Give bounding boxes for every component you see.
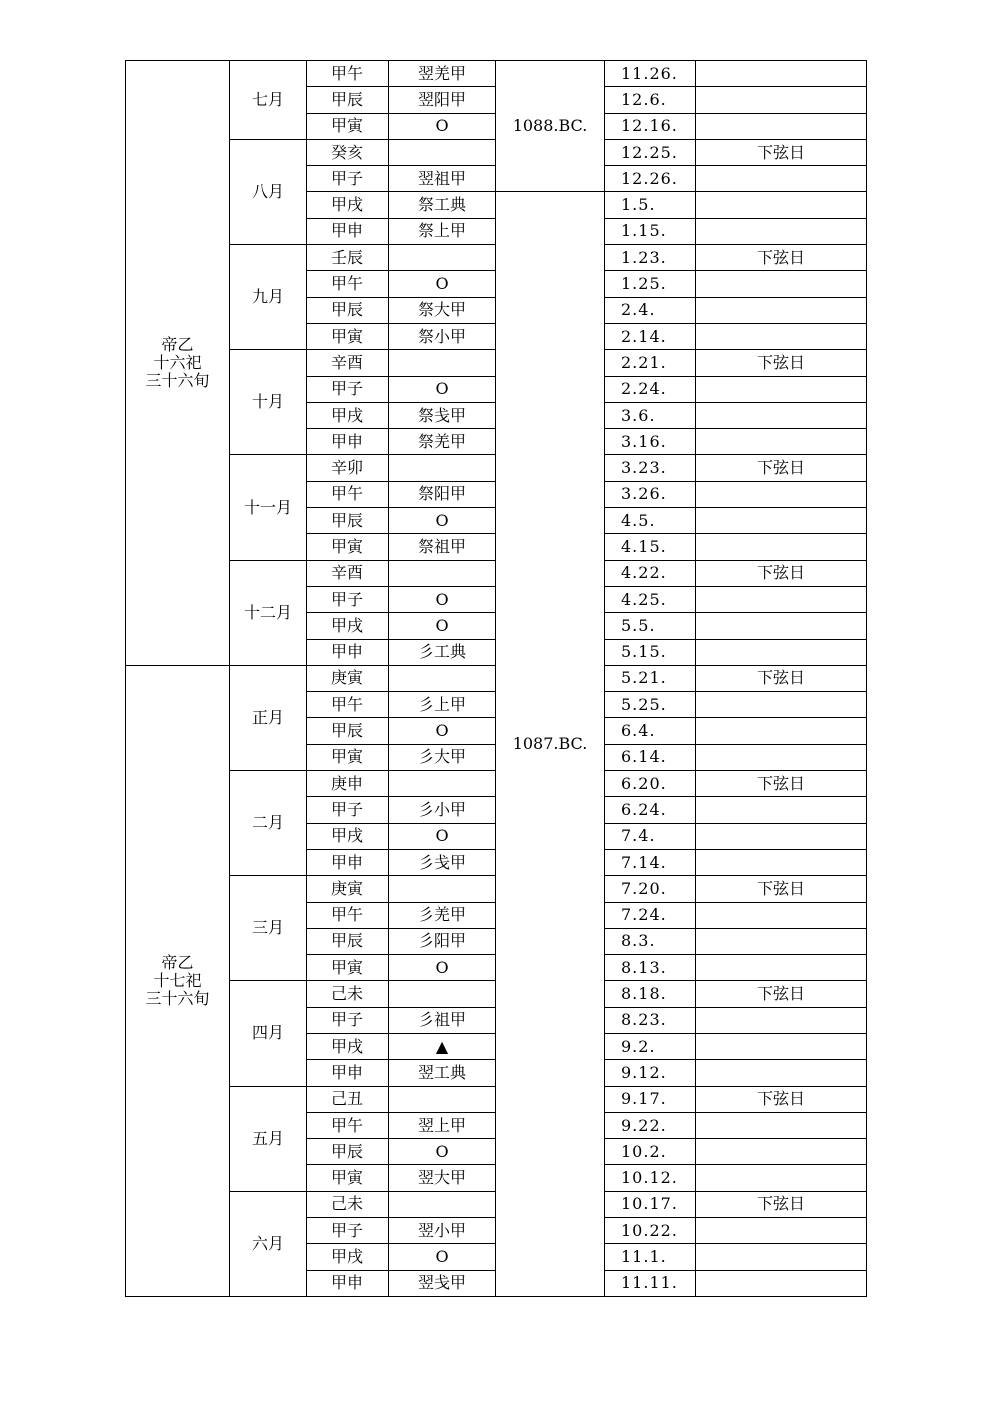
ritual-cell: 彡戋甲 [389,849,496,875]
ganzhi-cell: 甲辰 [307,1139,389,1165]
ritual-cell: 祭阳甲 [389,481,496,507]
date-cell: 6.4. [605,718,696,744]
reign-line: 三十六旬 [145,370,210,390]
ganzhi-cell: 甲子 [307,1007,389,1033]
ritual-cell: O [389,613,496,639]
note-cell [696,1112,867,1138]
ritual-cell: 祭戋甲 [389,402,496,428]
ganzhi-cell: 甲申 [307,639,389,665]
ganzhi-cell: 甲申 [307,1270,389,1296]
note-cell: 下弦日 [696,981,867,1007]
ganzhi-cell: 甲辰 [307,87,389,113]
ganzhi-cell: 辛酉 [307,560,389,586]
table-row [126,61,867,87]
reign-cell [126,61,230,666]
month-cell: 九月 [230,245,307,350]
ganzhi-cell: 甲申 [307,429,389,455]
note-cell [696,166,867,192]
calendar-body [126,61,867,1297]
ganzhi-cell: 甲子 [307,797,389,823]
note-cell [696,823,867,849]
date-cell: 10.17. [605,1191,696,1217]
ganzhi-cell: 甲寅 [307,113,389,139]
ritual-cell [389,350,496,376]
ritual-cell: 翌大甲 [389,1165,496,1191]
ritual-cell: O [389,823,496,849]
date-cell: 11.11. [605,1270,696,1296]
ganzhi-cell: 甲戌 [307,823,389,849]
note-cell [696,1033,867,1059]
date-cell: 12.6. [605,87,696,113]
ritual-cell: 祭羌甲 [389,429,496,455]
ritual-cell: 翌羌甲 [389,61,496,87]
ritual-cell: 祭上甲 [389,218,496,244]
note-cell [696,113,867,139]
ritual-cell: O [389,271,496,297]
date-cell: 7.4. [605,823,696,849]
ritual-cell [389,139,496,165]
ganzhi-cell: 甲寅 [307,744,389,770]
note-cell [696,508,867,534]
ganzhi-cell: 甲寅 [307,1165,389,1191]
note-cell: 下弦日 [696,139,867,165]
ritual-cell [389,771,496,797]
note-cell [696,692,867,718]
ritual-cell: 翌阳甲 [389,87,496,113]
ganzhi-cell: 甲辰 [307,297,389,323]
ganzhi-cell: 甲戌 [307,613,389,639]
month-cell: 八月 [230,139,307,244]
ganzhi-cell: 甲戌 [307,1244,389,1270]
month-cell: 三月 [230,876,307,981]
date-cell: 9.22. [605,1112,696,1138]
note-cell: 下弦日 [696,1191,867,1217]
date-cell: 12.25. [605,139,696,165]
ritual-cell [389,1086,496,1112]
note-cell [696,849,867,875]
note-cell [696,1244,867,1270]
note-cell [696,955,867,981]
ritual-cell: 彡上甲 [389,692,496,718]
year-cell: 1088.BC. [496,61,605,192]
note-cell [696,376,867,402]
note-cell: 下弦日 [696,876,867,902]
date-cell: 4.15. [605,534,696,560]
reign-line: 帝乙 [161,952,194,972]
month-cell: 四月 [230,981,307,1086]
date-cell: 4.25. [605,586,696,612]
reign-line: 三十六旬 [145,988,210,1008]
ganzhi-cell: 甲子 [307,376,389,402]
ganzhi-cell: 庚寅 [307,665,389,691]
date-cell: 5.15. [605,639,696,665]
date-cell: 3.26. [605,481,696,507]
ritual-cell: 翌戋甲 [389,1270,496,1296]
ritual-cell: O [389,376,496,402]
date-cell: 11.1. [605,1244,696,1270]
date-cell: 7.24. [605,902,696,928]
ritual-cell: 祭工典 [389,192,496,218]
ganzhi-cell: 甲午 [307,61,389,87]
ganzhi-cell: 甲寅 [307,323,389,349]
ritual-cell [389,1191,496,1217]
date-cell: 2.21. [605,350,696,376]
note-cell [696,1165,867,1191]
date-cell: 5.21. [605,665,696,691]
ritual-cell: O [389,508,496,534]
note-cell [696,297,867,323]
note-cell [696,534,867,560]
note-cell [696,718,867,744]
note-cell [696,586,867,612]
note-cell: 下弦日 [696,455,867,481]
date-cell: 9.12. [605,1060,696,1086]
ritual-cell: O [389,1244,496,1270]
date-cell: 12.16. [605,113,696,139]
ritual-cell: 祭祖甲 [389,534,496,560]
note-cell: 下弦日 [696,1086,867,1112]
ganzhi-cell: 甲申 [307,218,389,244]
ganzhi-cell: 甲子 [307,166,389,192]
ganzhi-cell: 甲戌 [307,192,389,218]
note-cell: 下弦日 [696,560,867,586]
note-cell [696,1139,867,1165]
ritual-cell [389,245,496,271]
ganzhi-cell: 甲午 [307,902,389,928]
note-cell [696,1060,867,1086]
note-cell [696,61,867,87]
date-cell: 5.25. [605,692,696,718]
date-cell: 6.14. [605,744,696,770]
ritual-cell: 彡祖甲 [389,1007,496,1033]
ganzhi-cell: 甲辰 [307,508,389,534]
ganzhi-cell: 甲申 [307,1060,389,1086]
date-cell: 9.2. [605,1033,696,1059]
note-cell [696,613,867,639]
date-cell: 6.20. [605,771,696,797]
ritual-cell: 翌上甲 [389,1112,496,1138]
ganzhi-cell: 甲子 [307,1218,389,1244]
ritual-cell [389,981,496,1007]
date-cell: 12.26. [605,166,696,192]
reign-cell [126,665,230,1296]
ritual-cell: 彡工典 [389,639,496,665]
ganzhi-cell: 甲午 [307,481,389,507]
ritual-cell: ▲ [389,1033,496,1059]
date-cell: 2.14. [605,323,696,349]
ganzhi-cell: 己丑 [307,1086,389,1112]
ganzhi-cell: 己未 [307,1191,389,1217]
ganzhi-cell: 壬辰 [307,245,389,271]
ganzhi-cell: 庚寅 [307,876,389,902]
note-cell [696,481,867,507]
note-cell [696,218,867,244]
date-cell: 2.24. [605,376,696,402]
ganzhi-cell: 甲午 [307,271,389,297]
note-cell [696,87,867,113]
month-cell: 正月 [230,665,307,770]
note-cell [696,928,867,954]
note-cell [696,1270,867,1296]
ritual-cell: 翌小甲 [389,1218,496,1244]
reign-line: 十六祀 [153,352,202,372]
month-cell: 十月 [230,350,307,455]
date-cell: 9.17. [605,1086,696,1112]
ganzhi-cell: 甲午 [307,1112,389,1138]
ritual-cell: O [389,113,496,139]
note-cell: 下弦日 [696,350,867,376]
note-cell [696,402,867,428]
date-cell: 1.5. [605,192,696,218]
note-cell [696,1218,867,1244]
ganzhi-cell: 辛卯 [307,455,389,481]
ritual-cell [389,876,496,902]
date-cell: 7.20. [605,876,696,902]
date-cell: 1.15. [605,218,696,244]
date-cell: 10.22. [605,1218,696,1244]
ritual-cell: O [389,718,496,744]
month-cell: 七月 [230,61,307,140]
date-cell: 11.26. [605,61,696,87]
date-cell: 4.5. [605,508,696,534]
note-cell [696,744,867,770]
ritual-cell: 祭大甲 [389,297,496,323]
ritual-cell [389,560,496,586]
ganzhi-cell: 甲戌 [307,402,389,428]
note-cell [696,639,867,665]
ganzhi-cell: 甲寅 [307,955,389,981]
ritual-cell: O [389,586,496,612]
ritual-cell: 祭小甲 [389,323,496,349]
note-cell [696,902,867,928]
ritual-cell: 翌工典 [389,1060,496,1086]
ritual-cell: 彡羌甲 [389,902,496,928]
ganzhi-cell: 庚申 [307,771,389,797]
date-cell: 3.16. [605,429,696,455]
month-cell: 十一月 [230,455,307,560]
ritual-cell: 彡阳甲 [389,928,496,954]
ritual-cell: 彡小甲 [389,797,496,823]
month-cell: 二月 [230,771,307,876]
reign-line: 帝乙 [161,334,194,354]
ritual-cell: 彡大甲 [389,744,496,770]
note-cell: 下弦日 [696,245,867,271]
ganzhi-cell: 甲辰 [307,718,389,744]
date-cell: 3.23. [605,455,696,481]
note-cell: 下弦日 [696,665,867,691]
reign-line: 十七祀 [153,970,202,990]
ganzhi-cell: 甲寅 [307,534,389,560]
date-cell: 10.2. [605,1139,696,1165]
ritual-cell: O [389,1139,496,1165]
ritual-cell: 翌祖甲 [389,166,496,192]
ganzhi-cell: 甲子 [307,586,389,612]
date-cell: 4.22. [605,560,696,586]
date-cell: 8.13. [605,955,696,981]
month-cell: 六月 [230,1191,307,1296]
date-cell: 2.4. [605,297,696,323]
note-cell [696,429,867,455]
ganzhi-cell: 癸亥 [307,139,389,165]
ritual-cell [389,665,496,691]
note-cell [696,192,867,218]
date-cell: 8.23. [605,1007,696,1033]
date-cell: 7.14. [605,849,696,875]
ganzhi-cell: 己未 [307,981,389,1007]
month-cell: 五月 [230,1086,307,1191]
date-cell: 1.23. [605,245,696,271]
ganzhi-cell: 甲辰 [307,928,389,954]
ganzhi-cell: 辛酉 [307,350,389,376]
note-cell [696,1007,867,1033]
note-cell [696,797,867,823]
date-cell: 8.3. [605,928,696,954]
date-cell: 6.24. [605,797,696,823]
date-cell: 10.12. [605,1165,696,1191]
date-cell: 3.6. [605,402,696,428]
date-cell: 5.5. [605,613,696,639]
calendar-table [125,60,867,1297]
month-cell: 十二月 [230,560,307,665]
year-cell: 1087.BC. [496,192,605,1296]
note-cell [696,323,867,349]
ritual-cell [389,455,496,481]
date-cell: 8.18. [605,981,696,1007]
note-cell: 下弦日 [696,771,867,797]
note-cell [696,271,867,297]
ganzhi-cell: 甲午 [307,692,389,718]
date-cell: 1.25. [605,271,696,297]
ganzhi-cell: 甲申 [307,849,389,875]
ganzhi-cell: 甲戌 [307,1033,389,1059]
ritual-cell: O [389,955,496,981]
